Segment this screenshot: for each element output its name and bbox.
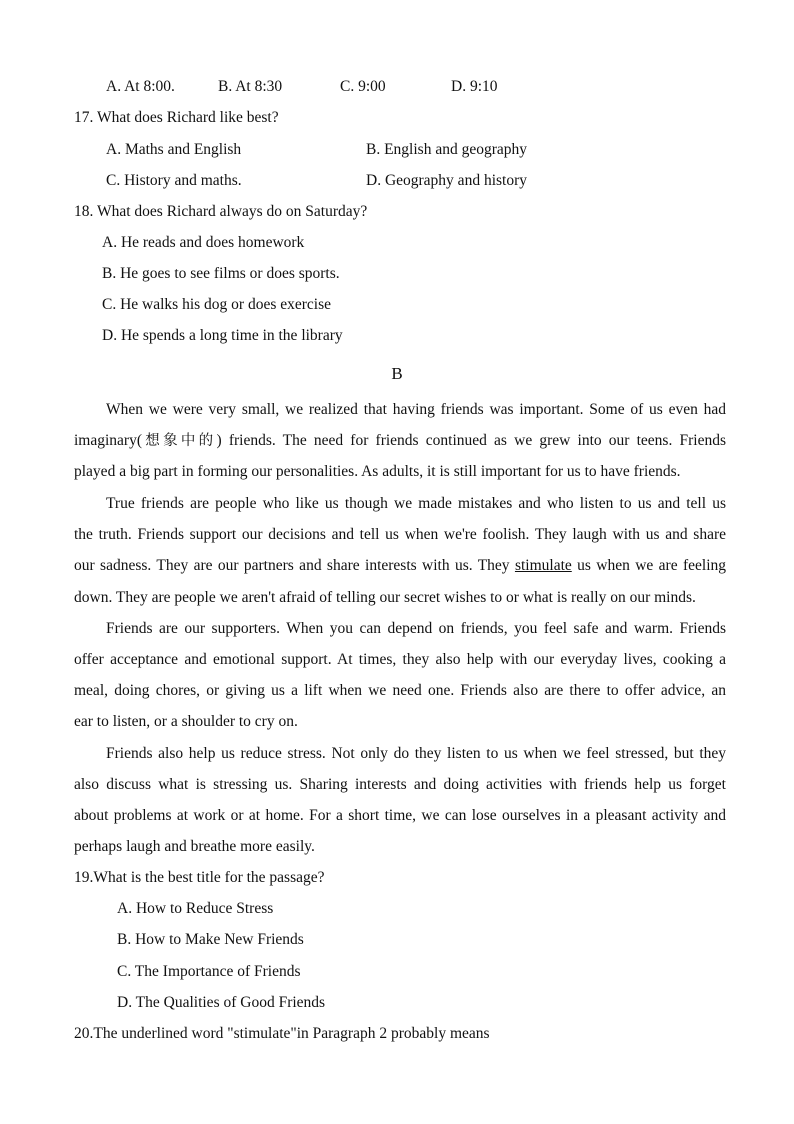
q19-option-d: D. The Qualities of Good Friends — [117, 994, 326, 1011]
chinese-annotation: 想象中的 — [142, 433, 217, 449]
q19-option-b: B. How to Make New Friends — [117, 931, 304, 948]
p1-line3: played a big part in forming our personalities. As adults, it is still important for us to have friends. — [74, 463, 681, 480]
q16-option-a: A. At 8:00. — [106, 78, 175, 95]
p4-line4: perhaps laugh and breathe more easily. — [74, 838, 315, 855]
q19-question: 19.What is the best title for the passage? — [74, 869, 325, 886]
p3-line3: meal, doing chores, or giving us a lift when we need one. Friends also are there to offer advice, an — [74, 682, 726, 699]
q18-option-a: A. He reads and does homework — [102, 234, 305, 251]
q17-question: 17. What does Richard like best? — [74, 109, 279, 126]
p3-line1: Friends are our supporters. When you can depend on friends, you feel safe and warm. Friends — [106, 620, 726, 637]
p3-line2: offer acceptance and emotional support. At times, they also help with our everyday lives, cooking a — [74, 651, 726, 668]
q17-option-a: A. Maths and English — [106, 141, 242, 158]
p2-line2: the truth. Friends support our decisions and tell us when we're foolish. They laugh with us and share — [74, 526, 726, 543]
p2-line1: True friends are people who like us though we made mistakes and who listen to us and tell us — [106, 495, 726, 512]
p2-line3: our sadness. They are our partners and share interests with us. They stimulate us when we are feeling — [74, 557, 727, 574]
q19-option-a: A. How to Reduce Stress — [117, 900, 274, 917]
p4-line3: about problems at work or at home. For a short time, we can lose ourselves in a pleasant activity and — [74, 807, 726, 824]
q18-question: 18. What does Richard always do on Saturday? — [74, 203, 368, 220]
q20-question: 20.The underlined word "stimulate"in Paragraph 2 probably means — [74, 1025, 490, 1042]
q18-option-d: D. He spends a long time in the library — [102, 327, 343, 344]
q17-option-d: D. Geography and history — [366, 172, 527, 189]
q16-option-d: D. 9:10 — [451, 78, 498, 95]
p3-line4: ear to listen, or a shoulder to cry on. — [74, 713, 298, 730]
q16-option-b: B. At 8:30 — [218, 78, 283, 95]
q19-option-c: C. The Importance of Friends — [117, 963, 301, 980]
section-label: B — [391, 364, 403, 383]
underlined-word: stimulate — [514, 557, 572, 574]
p4-line1: Friends also help us reduce stress. Not only do they listen to us when we feel stressed, but they — [106, 745, 726, 762]
q18-option-b: B. He goes to see films or does sports. — [102, 265, 340, 282]
q16-option-c: C. 9:00 — [340, 78, 386, 95]
q18-option-c: C. He walks his dog or does exercise — [102, 296, 332, 313]
p1-line2: imaginary(想象中的) friends. The need for friends continued as we grew into our teens. Friends — [74, 432, 727, 449]
p4-line2: also discuss what is stressing us. Sharing interests and doing activities with friends help us forget — [74, 776, 726, 793]
p2-line4: down. They are people we aren't afraid of telling our secret wishes to or what is really on our minds. — [74, 589, 696, 606]
q17-option-c: C. History and maths. — [106, 172, 242, 189]
q17-option-b: B. English and geography — [366, 141, 528, 158]
p1-line1: When we were very small, we realized that having friends was important. Some of us even had — [106, 401, 726, 418]
